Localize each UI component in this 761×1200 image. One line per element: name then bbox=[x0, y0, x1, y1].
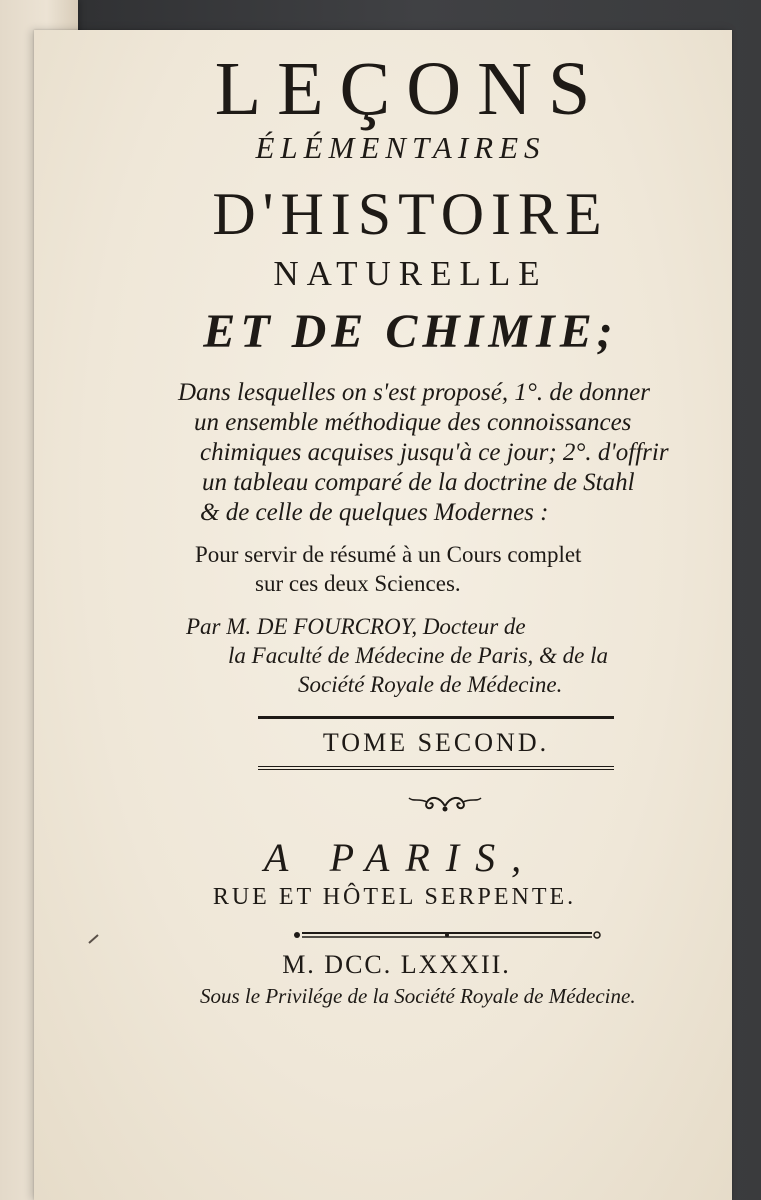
description-line: Dans lesquelles on s'est proposé, 1°. de donner bbox=[178, 379, 651, 406]
description-line: un ensemble méthodique des connoissances bbox=[194, 409, 632, 436]
title-line-chimie: ET DE CHIMIE; bbox=[203, 305, 618, 358]
author-line: Société Royale de Médecine. bbox=[298, 672, 563, 697]
volume-label: TOME SECOND. bbox=[322, 728, 550, 757]
author-line: Par M. DE FOURCROY, Docteur de bbox=[186, 614, 526, 639]
ornament-icon bbox=[405, 792, 485, 816]
title-line-lecons: LEÇONS bbox=[214, 47, 607, 131]
ink-spot-icon bbox=[88, 934, 100, 944]
purpose-statement bbox=[195, 540, 715, 598]
description-line: chimiques acquises jusqu'à ce jour; 2°. d'offrir bbox=[200, 439, 669, 466]
purpose-line: Pour servir de résumé à un Cours complet bbox=[195, 542, 582, 567]
description-line: & de celle de quelques Modernes : bbox=[200, 499, 549, 526]
title-line-histoire: D'HISTOIRE bbox=[212, 181, 609, 247]
author-statement bbox=[186, 612, 716, 699]
title-line-elementaires: ÉLÉMENTAIRES bbox=[255, 130, 546, 165]
chain-rule-icon bbox=[292, 927, 602, 943]
publication-place: A PARIS, bbox=[263, 835, 538, 880]
publisher-address: RUE ET HÔTEL SERPENTE. bbox=[212, 884, 577, 910]
rule-bottom bbox=[258, 766, 614, 771]
title-line-naturelle: NATURELLE bbox=[273, 254, 548, 293]
privilege-statement: Sous le Privilége de la Société Royale de Médecine. bbox=[200, 984, 636, 1008]
publication-year: M. DCC. LXXXII. bbox=[282, 950, 511, 979]
rule-top bbox=[258, 716, 614, 719]
description-paragraph bbox=[178, 378, 708, 528]
purpose-line: sur ces deux Sciences. bbox=[255, 571, 461, 596]
author-line: la Faculté de Médecine de Paris, & de la bbox=[228, 643, 609, 668]
description-line: un tableau comparé de la doctrine de Stahl bbox=[202, 469, 635, 496]
